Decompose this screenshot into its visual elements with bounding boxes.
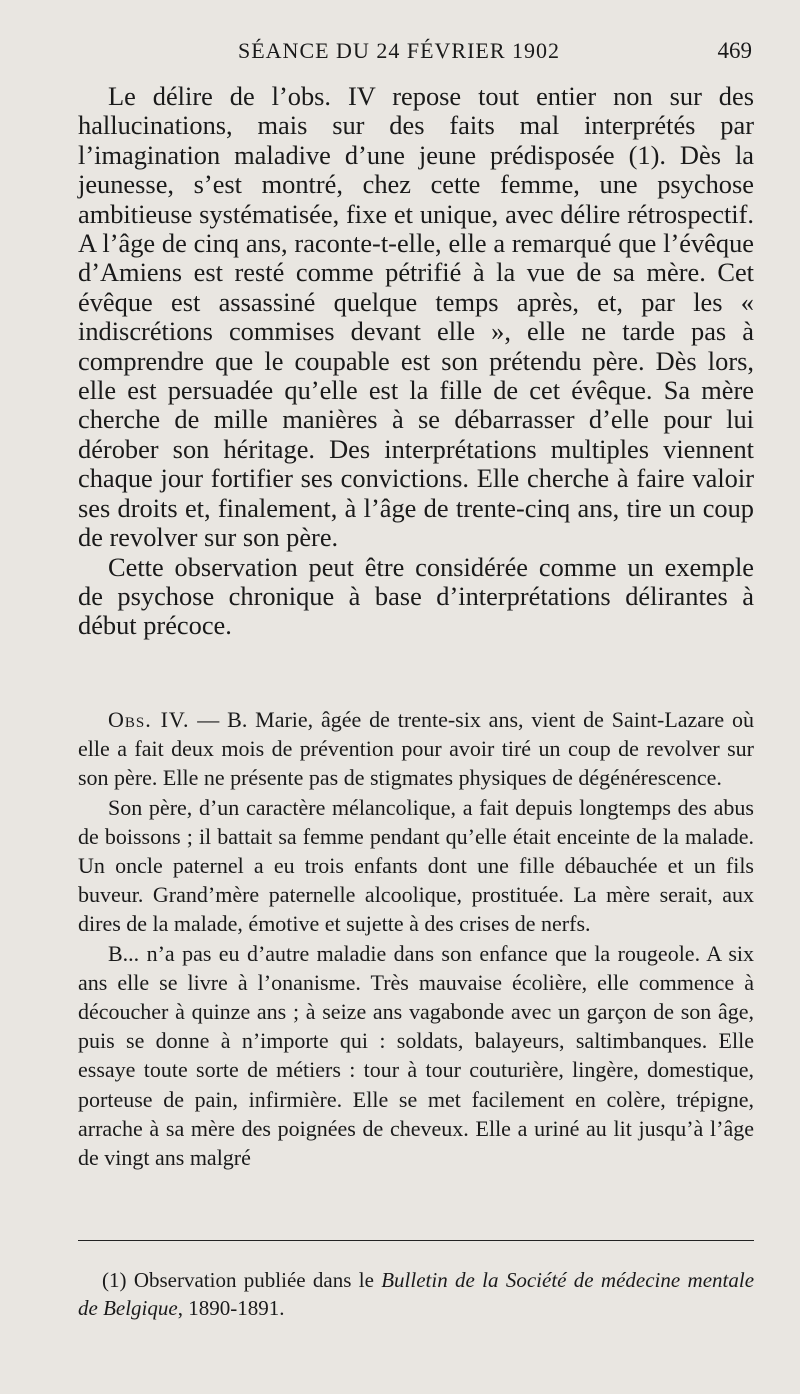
body-paragraph: Cette observation peut être considérée comme un exemple de psychose chronique à base d’interprétations délirantes à début précoce. — [78, 551, 754, 641]
main-text — [78, 82, 754, 641]
footnote-divider — [78, 1240, 754, 1241]
body-paragraph: Le délire de l’obs. IV repose tout entier non sur des hallucinations, mais sur des faits mal interprétés par l’imagination maladive d’une jeune prédisposée (1). Dès la jeunesse, s’est montré, chez cette femme, une psychose ambitieuse systématisée, fixe et unique, avec délire rétrospectif. A l’âge de cinq ans, raconte-t-elle, elle a remarqué que l’évêque d’Amiens est resté comme pétrifié à la vue de sa mère. Cet évêque est assassiné quelque temps après, et, par les « indiscrétions commises devant elle », elle ne tarde pas à comprendre que le coupable est son prétendu père. Dès lors, elle est persuadée qu’elle est la fille de cet évêque. Sa mère cherche de mille manières à se débarrasser d’elle pour lui dérober son héritage. Des interprétations multiples viennent chaque jour fortifier ses convictions. Elle cherche à faire valoir ses droits et, finalement, à l’âge de trente-cinq ans, tire un coup de revolver sur son père. — [78, 81, 754, 553]
footnote-years: , 1890-1891. — [177, 1296, 285, 1320]
observation-paragraph: Son père, d’un caractère mélancolique, a fait depuis longtemps des abus de boissons ; il battait sa femme pendant qu’elle était enceinte de la malade. Un oncle paternel a eu trois enfants dont une fille débauchée et un fils buveur. Grand’mère paternelle alcoolique, prostituée. La mère serait, aux dires de la malade, émotive et sujette à des crises de nerfs. — [78, 794, 754, 937]
observation-opening-paragraph — [78, 705, 754, 793]
page-number: 469 — [717, 38, 752, 63]
observation-dash: — — [189, 707, 228, 732]
observation-section — [78, 705, 754, 1172]
footnote-marker: (1) — [102, 1268, 127, 1292]
footnote-journal: Bulletin de la Société de médecine mentale de Belgique — [78, 1268, 755, 1320]
observation-label: Obs. IV. — [108, 707, 190, 732]
running-head — [0, 38, 800, 68]
running-head-title: SÉANCE DU 24 FÉVRIER 1902 — [238, 38, 561, 63]
footnote — [78, 1266, 754, 1322]
observation-opening: B. Marie, âgée de trente-six ans, vient de Saint-Lazare où elle a fait deux mois de prévention pour avoir tiré un coup de revolver sur son père. Elle ne présente pas de stigmates physiques de dégénérescence. — [78, 707, 754, 791]
observation-paragraph: B... n’a pas eu d’autre maladie dans son enfance que la rougeole. A six ans elle se livre à l’onanisme. Très mauvaise écolière, elle commence à découcher à quinze ans ; à seize ans vagabonde avec un garçon de son âge, puis se donne à n’importe qui : soldats, balayeurs, saltimbanques. Elle essaye toute sorte de métiers : tour à tour couturière, lingère, domestique, porteuse de pain, infirmière. Elle se met facilement en colère, trépigne, arrache à sa mère des poignées de cheveux. Elle a uriné au lit jusqu’à l’âge de vingt ans malgré — [78, 940, 754, 1171]
footnote-text: Observation publiée dans le — [133, 1268, 374, 1292]
